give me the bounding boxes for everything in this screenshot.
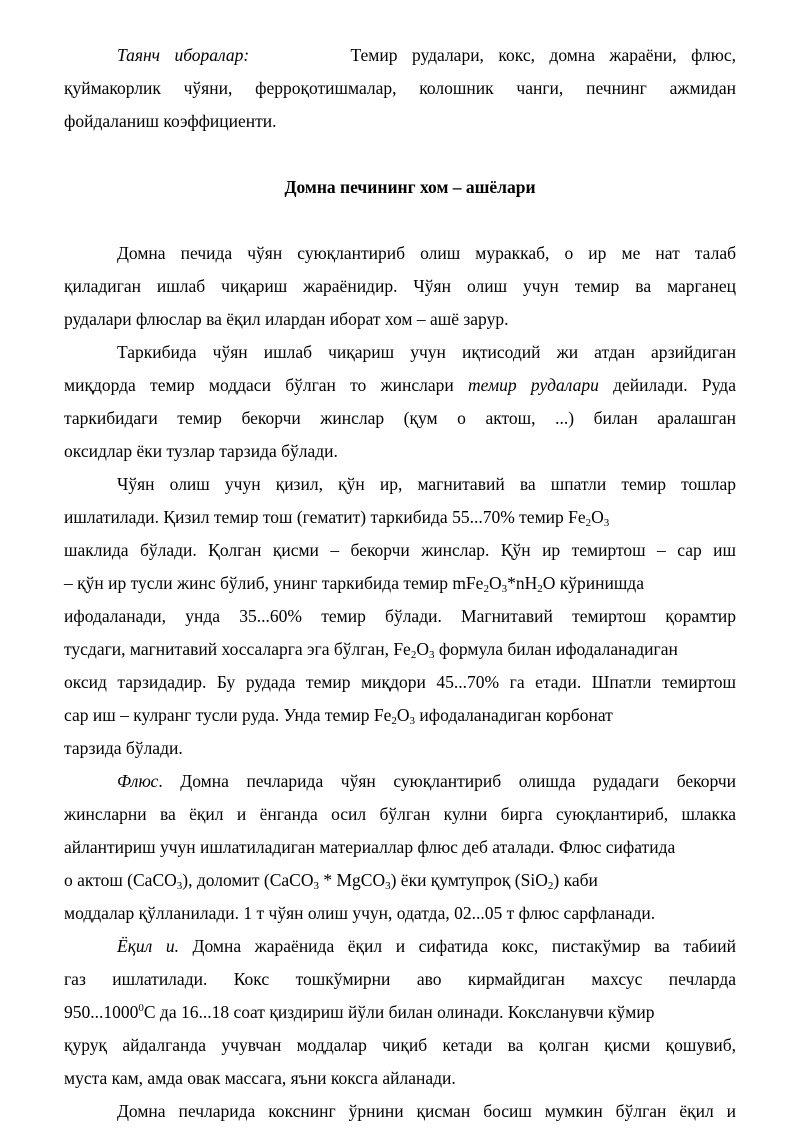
paragraph-3-line-9: тарзида бўлади.	[64, 738, 183, 758]
subscript: 2	[585, 517, 592, 529]
iron-ores-term: темир рудалари	[468, 375, 599, 395]
text-span: . Домна печларида чўян суюқлантириб олишда рудадаги бекорчи	[158, 771, 736, 791]
superscript: 0	[138, 1002, 144, 1014]
text-span: O кўринишда	[542, 573, 644, 593]
section-heading: Домна печининг хом – ашёлари	[284, 177, 536, 197]
paragraph-3-line-8	[64, 704, 736, 726]
text-span: С да 16...18 соат қиздириш йўли билан олинади. Коксланувчи кўмир	[143, 1002, 655, 1022]
paragraph-4-line-2: жинсларни ва ёқил и ёнганда осил бўлган кулни бирга суюқлантириб, шлакка	[64, 804, 736, 824]
paragraph-2-line-3: таркибидаги темир бекорчи жинслар (қум о актош, ...) билан аралашган	[64, 408, 736, 428]
subscript: 3	[501, 583, 508, 595]
text-span: – қўн ир тусли жинс бўлиб, унинг таркибида темир mFe	[64, 573, 484, 593]
subscript: 2	[537, 583, 543, 595]
paragraph-3-line-5: ифодаланади, унда 35...60% темир бўлади. Магнитавий темиртош қорамтир	[64, 606, 736, 626]
paragraph-3-line-7: оксид тарзидадир. Бу рудада темир миқдори 45...70% га етади. Шпатли темиртош	[64, 672, 736, 692]
text-span: 950...1000	[64, 1002, 139, 1022]
subscript: 2	[483, 583, 489, 595]
text-span: ) каби	[553, 870, 598, 890]
text-span: сар иш – кулранг тусли руда. Унда темир Fe	[64, 705, 392, 725]
text-span: ) ёки қумтупроқ (SiO	[390, 870, 548, 890]
paragraph-3-line-2	[64, 506, 736, 528]
text-span: Домна жараёнида ёқил и сифатида кокс, пистакўмир ва табиий	[178, 936, 736, 956]
paragraph-3-line-4	[64, 572, 736, 594]
paragraph-1-line-3: рудалари флюслар ва ёқил илардан иборат хом – ашё зарур.	[64, 309, 509, 329]
keywords-line-3: фойдаланиш коэффициенти.	[64, 111, 277, 131]
text-span: дейилади. Руда	[598, 375, 736, 395]
text-span: ишлатилади. Қизил темир тош (гематит) таркибида 55...70% темир Fe	[64, 507, 586, 527]
keywords-line-1	[117, 44, 736, 66]
keywords-label: Таянч иборалар:	[117, 45, 250, 65]
paragraph-1-line-2: қиладиган ишлаб чиқариш жараёнидир. Чўян олиш учун темир ва марганец	[64, 276, 736, 296]
keywords-line-2: қуймакорлик чўяни, ферроқотишмалар, колошник чанги, печнинг ажмидан	[64, 78, 736, 98]
flux-term: Флюс	[117, 771, 159, 791]
paragraph-5-line-3	[64, 1001, 736, 1023]
text-span: тусдаги, магнитавий хоссаларга эга бўлган, Fe	[64, 639, 411, 659]
subscript: 3	[176, 880, 183, 892]
text-span: O	[416, 639, 429, 659]
paragraph-5-line-2: газ ишлатилади. Кокс тошкўмирни аво кирмайдиган махсус печларда	[64, 969, 736, 989]
paragraph-4-line-4	[64, 869, 736, 891]
paragraph-3-line-3: шаклида бўлади. Қолган қисми – бекорчи жинслар. Қўн ир темиртош – сар иш	[64, 540, 736, 560]
paragraph-6-line-1: Домна печларида кокснинг ўрнини қисман босиш мумкин бўлган ёқил и	[117, 1101, 736, 1121]
subscript: 3	[603, 517, 610, 529]
text-span: * MgCO	[318, 870, 386, 890]
text-span: ифодаланадиган корбонат	[415, 705, 613, 725]
subscript: 2	[391, 715, 397, 727]
text-span: о актош (CaCO	[64, 870, 177, 890]
text-span: ), доломит (CaCO	[182, 870, 314, 890]
paragraph-3-line-1: Чўян олиш учун қизил, қўн ир, магнитавий ва шпатли темир тошлар	[117, 474, 736, 494]
paragraph-3-line-6	[64, 638, 736, 660]
text-span: O	[591, 507, 604, 527]
paragraph-5-line-5: муста кам, амда овак массага, яъни коксга айланади.	[64, 1068, 456, 1088]
fuel-term: Ёқил и.	[117, 936, 179, 956]
paragraph-1-line-1: Домна печида чўян суюқлантириб олиш мураккаб, о ир ме нат талаб	[117, 243, 736, 263]
paragraph-4-line-5: моддалар қўлланилади. 1 т чўян олиш учун, одатда, 02...05 т флюс сарфланади.	[64, 903, 656, 923]
paragraph-2-line-1: Таркибида чўян ишлаб чиқариш учун иқтисодий жи атдан арзийдиган	[117, 342, 736, 362]
keywords-text: Темир рудалари, кокс, домна жараёни, флюс,	[350, 45, 736, 65]
paragraph-2-line-4: оксидлар ёки тузлар тарзида бўлади.	[64, 441, 338, 461]
subscript: 3	[313, 880, 319, 892]
paragraph-5-line-1	[117, 935, 736, 957]
text-span: O	[396, 705, 410, 725]
paragraph-2-line-2	[64, 374, 736, 396]
text-span: *nH	[507, 573, 538, 593]
subscript: 3	[428, 649, 435, 661]
text-span: формула билан ифодаланадиган	[434, 639, 678, 659]
paragraph-4-line-3: айлантириш учун ишлатиладиган материаллар флюс деб аталади. Флюс сифатида	[64, 837, 676, 857]
subscript: 3	[409, 715, 415, 727]
text-span: миқдорда темир моддаси бўлган то жинслари	[64, 375, 469, 395]
paragraph-4-line-1	[117, 770, 736, 792]
subscript: 2	[410, 649, 417, 661]
text-span: O	[488, 573, 502, 593]
subscript: 3	[385, 880, 391, 892]
paragraph-5-line-4: қуруқ айдалганда учувчан моддалар чиқиб кетади ва қолган қисми қошувиб,	[64, 1035, 736, 1055]
subscript: 2	[547, 880, 554, 892]
